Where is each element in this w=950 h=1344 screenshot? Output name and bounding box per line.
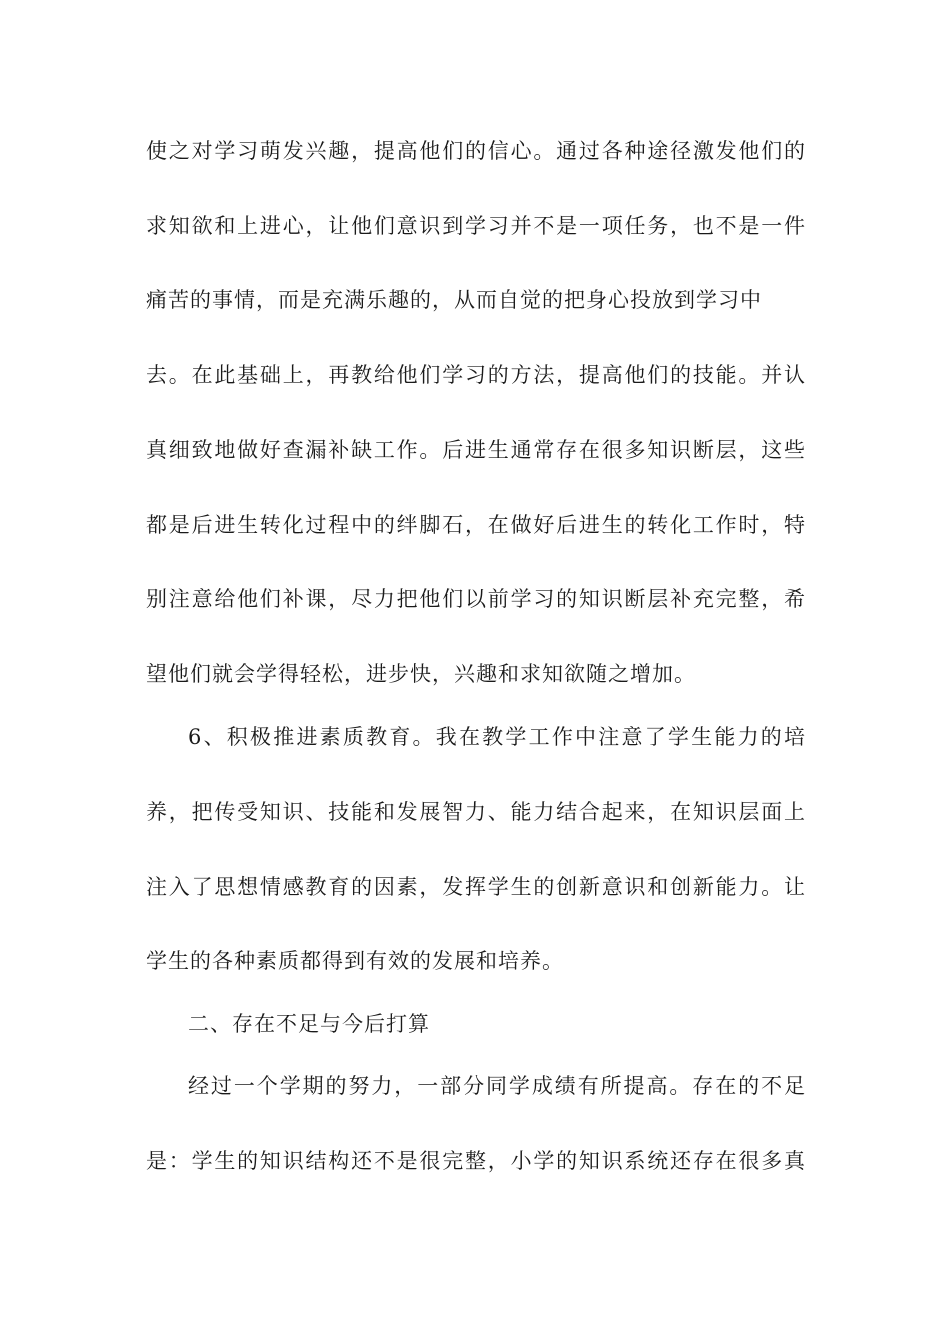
paragraph-line: 求知欲和上进心，让他们意识到学习并不是一项任务，也不是一件 xyxy=(146,214,806,238)
paragraph-line: 别注意给他们补课，尽力把他们以前学习的知识断层补充完整，希 xyxy=(146,587,806,611)
paragraph-line: 去。在此基础上，再教给他们学习的方法，提高他们的技能。并认 xyxy=(146,363,806,387)
paragraph-line: 都是后进生转化过程中的绊脚石，在做好后进生的转化工作时，特 xyxy=(146,513,806,537)
paragraph-line: 望他们就会学得轻松，进步快，兴趣和求知欲随之增加。 xyxy=(146,662,696,686)
paragraph-line: 痛苦的事情，而是充满乐趣的，从而自觉的把身心投放到学习中 xyxy=(146,288,762,312)
section-heading: 二、存在不足与今后打算 xyxy=(188,1012,430,1036)
paragraph-line: 6、积极推进素质教育。我在教学工作中注意了学生能力的培 xyxy=(188,725,806,749)
paragraph-line: 真细致地做好查漏补缺工作。后进生通常存在很多知识断层，这些 xyxy=(146,438,806,462)
paragraph-line: 是：学生的知识结构还不是很完整，小学的知识系统还存在很多真 xyxy=(146,1149,806,1173)
paragraph-line: 经过一个学期的努力，一部分同学成绩有所提高。存在的不足 xyxy=(188,1074,806,1098)
paragraph-line: 注入了思想情感教育的因素，发挥学生的创新意识和创新能力。让 xyxy=(146,875,806,899)
paragraph-line: 学生的各种素质都得到有效的发展和培养。 xyxy=(146,949,564,973)
paragraph-line: 养，把传受知识、技能和发展智力、能力结合起来，在知识层面上 xyxy=(146,800,806,824)
paragraph-line: 使之对学习萌发兴趣，提高他们的信心。通过各种途径激发他们的 xyxy=(146,139,806,163)
